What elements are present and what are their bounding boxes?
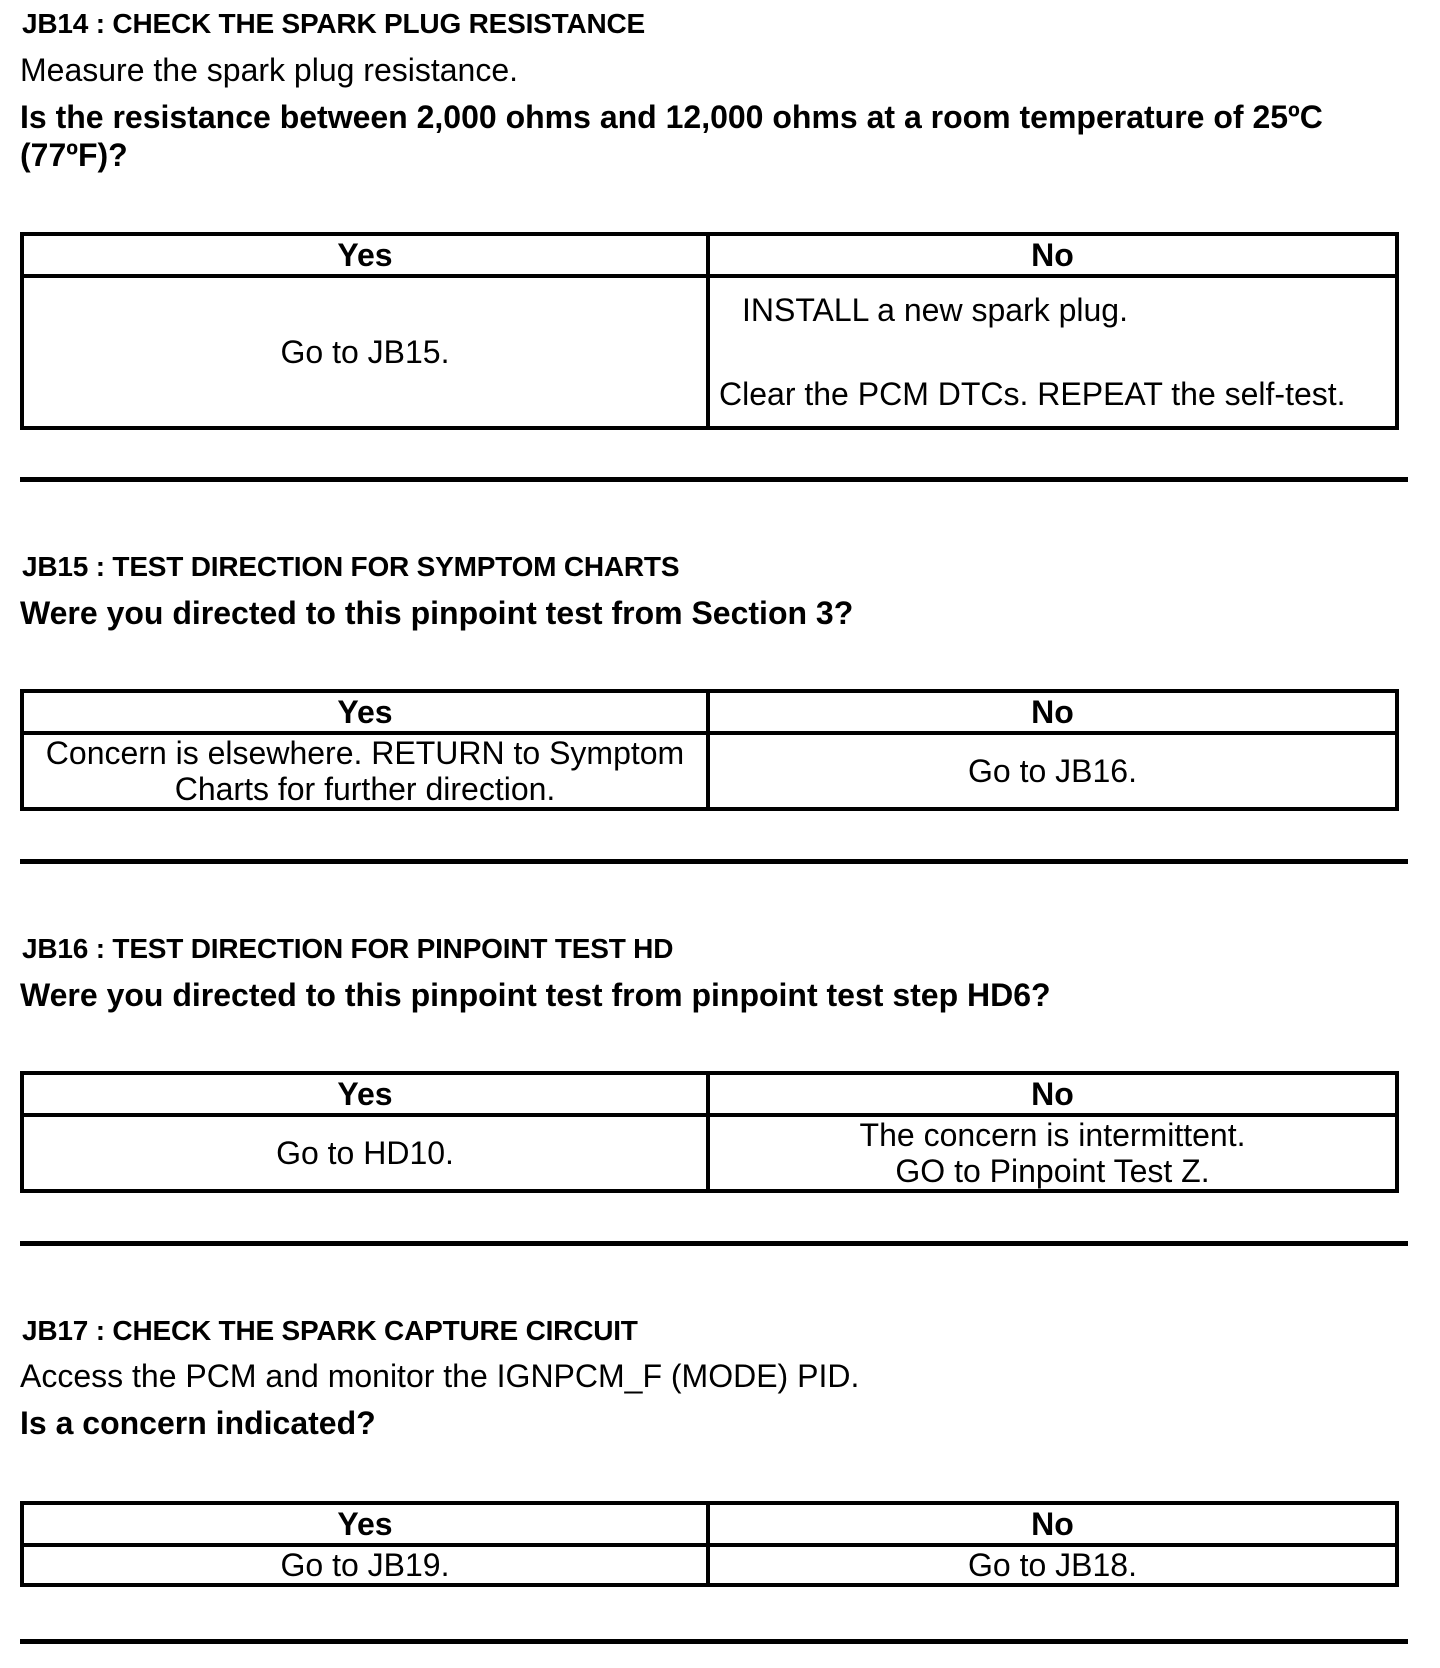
yes-header: Yes [22,234,708,276]
no-action-line: GO to Pinpoint Test Z. [895,1153,1210,1189]
yes-action: Go to JB19. [22,1545,708,1585]
section-divider [20,1241,1408,1246]
no-header: No [708,691,1397,733]
section-divider [20,859,1408,864]
no-header: No [708,234,1397,276]
step-question-jb17: Is a concern indicated? [20,1405,376,1441]
yes-action-line: Charts for further direction. [174,771,556,807]
no-action-line: The concern is intermittent. [859,1117,1246,1153]
step-question-jb14: Is the resistance between 2,000 ohms and 12,000 ohms at a room temperature of 25ºC (77ºF)? [20,99,1323,173]
no-action: Go to JB18. [708,1545,1397,1585]
no-action: Go to JB16. [708,733,1397,809]
no-action-line: INSTALL a new spark plug. [742,292,1128,328]
no-header: No [708,1073,1397,1115]
result-table-jb16 [20,1071,1399,1193]
step-instruction-jb14: Measure the spark plug resistance. [20,52,519,88]
result-table-jb15 [20,689,1399,811]
no-action-line: Clear the PCM DTCs. REPEAT the self-test. [719,376,1346,412]
yes-action-line: Concern is elsewhere. RETURN to Symptom [45,735,685,771]
no-action [708,1115,1397,1191]
yes-action [22,733,708,809]
step-title-jb16: JB16 : TEST DIRECTION FOR PINPOINT TEST HD [22,933,674,964]
step-instruction-jb17: Access the PCM and monitor the IGNPCM_F (MODE) PID. [20,1358,860,1394]
step-title-jb17: JB17 : CHECK THE SPARK CAPTURE CIRCUIT [22,1315,638,1346]
yes-action: Go to JB15. [22,276,708,428]
yes-header: Yes [22,1073,708,1115]
no-action [708,276,1397,428]
step-title-jb15: JB15 : TEST DIRECTION FOR SYMPTOM CHARTS [22,551,680,582]
yes-header: Yes [22,691,708,733]
step-title-jb14: JB14 : CHECK THE SPARK PLUG RESISTANCE [22,8,646,39]
yes-action: Go to HD10. [22,1115,708,1191]
yes-header: Yes [22,1503,708,1545]
no-header: No [708,1503,1397,1545]
result-table-jb14 [20,232,1399,430]
result-table-jb17 [20,1501,1399,1587]
step-question-jb16: Were you directed to this pinpoint test from pinpoint test step HD6? [20,977,1051,1013]
section-divider [20,477,1408,482]
section-divider [20,1639,1408,1644]
step-question-jb15: Were you directed to this pinpoint test from Section 3? [20,595,854,631]
